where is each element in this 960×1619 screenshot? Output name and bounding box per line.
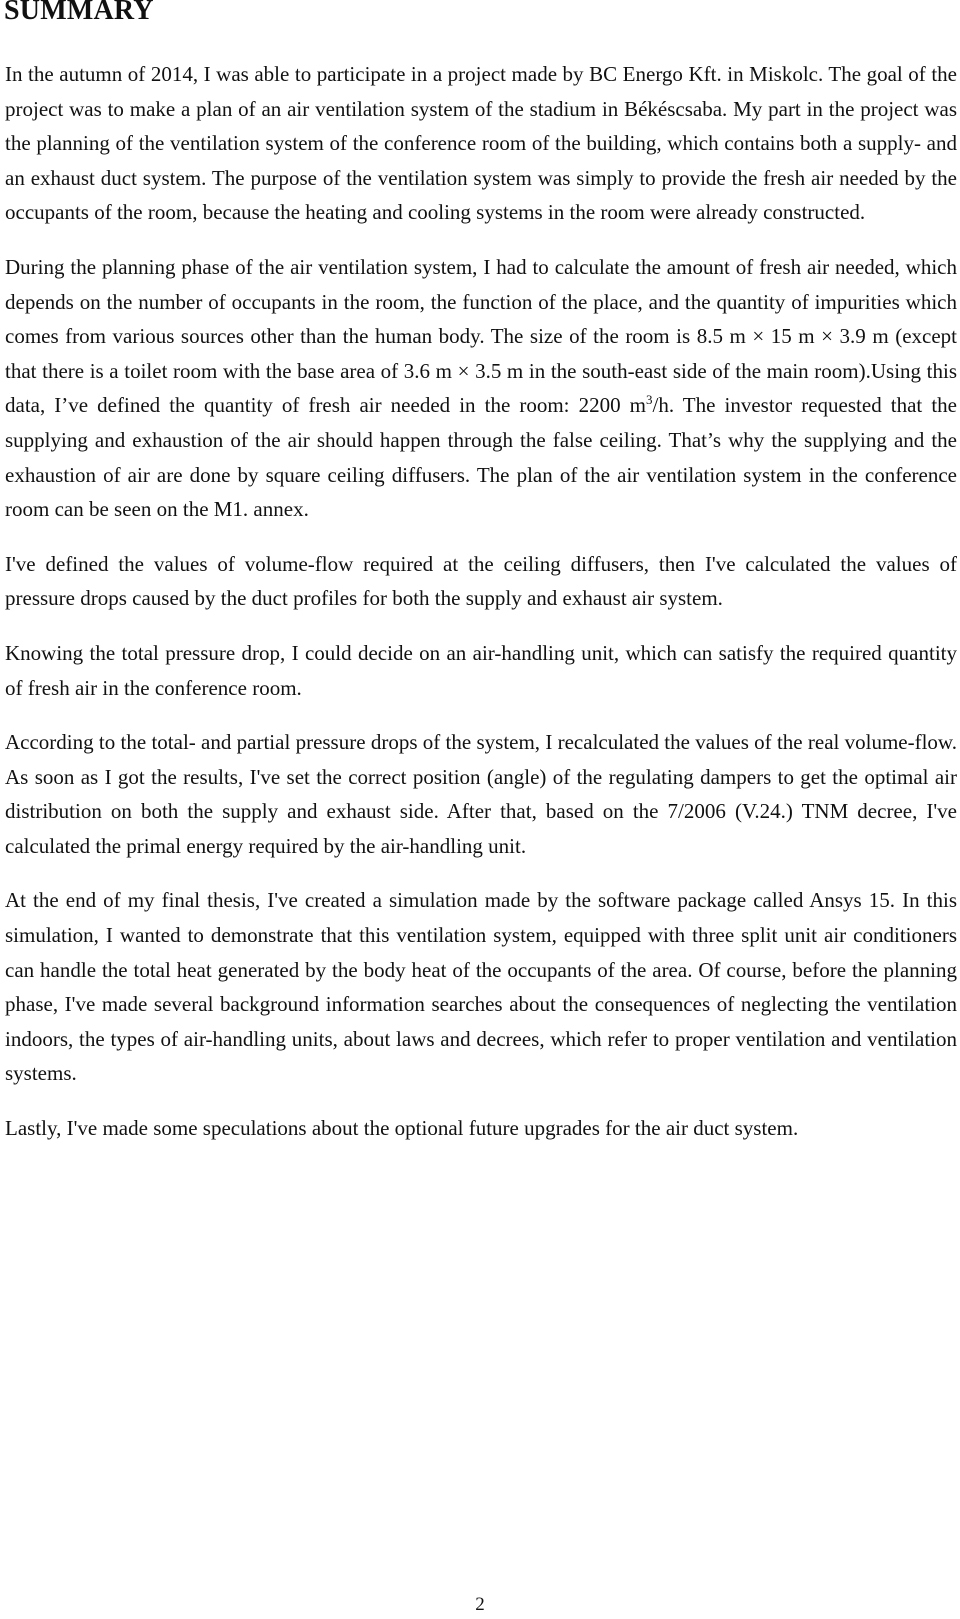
paragraph-text-part: /h. The investor requested that the supplying and exhaustion of the air should happen through the false ceiling. That’s why the supplying and the exhaustion of air are done by square ceiling diffusers. The plan of the air ventilation system in the conference room can be seen on the M1. annex. [5,393,957,522]
paragraph-project-intro: In the autumn of 2014, I was able to participate in a project made by BC Energo Kft. in Miskolc. The goal of the project was to make a plan of an air ventilation system of the stadium in Békéscsaba. My part in the project was the planning of the ventilation system of the conference room of the building, which contains both a supply- and an exhaust duct system. The purpose of the ventilation system was simply to provide the fresh air needed by the occupants of the room, because the heating and cooling systems in the room were already constructed. [5,62,957,225]
paragraph-planning-phase [5,250,957,527]
paragraph-air-handling-unit: Knowing the total pressure drop, I could decide on an air-handling unit, which can satisfy the required quantity of fresh air in the conference room. [5,640,957,700]
paragraph-future-upgrades: Lastly, I've made some speculations about the optional future upgrades for the air duct system. [5,1116,799,1141]
superscript-exponent: 3 [646,392,653,408]
paragraph-text-part: During the planning phase of the air ventilation system, I had to calculate the amount of fresh air needed, which depends on the number of occupants in the room, the function of the place, and the quantity of impurities which comes from various sources other than the human body. The size of the room is 8.5 m × 15 m × 3.9 m (except that there is a toilet room with the base area of 3.6 m × 3.5 m in the south-east side of the main room).Using this data, I’ve defined the quantity of fresh air needed in the room: 2200 m [5,254,957,418]
paragraph-simulation: At the end of my final thesis, I've created a simulation made by the software package called Ansys 15. In this simulation, I wanted to demonstrate that this ventilation system, equipped with three split unit air conditioners can handle the total heat generated by the body heat of the occupants of the area. Of course, before the planning phase, I've made several background information searches about the consequences of neglecting the ventilation indoors, the types of air-handling units, about laws and decrees, which refer to proper ventilation and ventilation systems. [5,888,957,1086]
summary-body [5,57,957,1166]
page-number: 2 [475,1594,485,1615]
paragraph-pressure-drops: According to the total- and partial pressure drops of the system, I recalculated the values of the real volume-flow. As soon as I got the results, I've set the correct position (angle) of the regulating dampers to get the optimal air distribution on both the supply and exhaust side. After that, based on the 7/2006 (V.24.) TNM decree, I've calculated the primal energy required by the air-handling unit. [5,730,957,858]
paragraph-volume-flow: I've defined the values of volume-flow required at the ceiling diffusers, then I've calculated the values of pressure drops caused by the duct profiles for both the supply and exhaust air system. [5,551,957,611]
page-title: SUMMARY [4,0,154,26]
